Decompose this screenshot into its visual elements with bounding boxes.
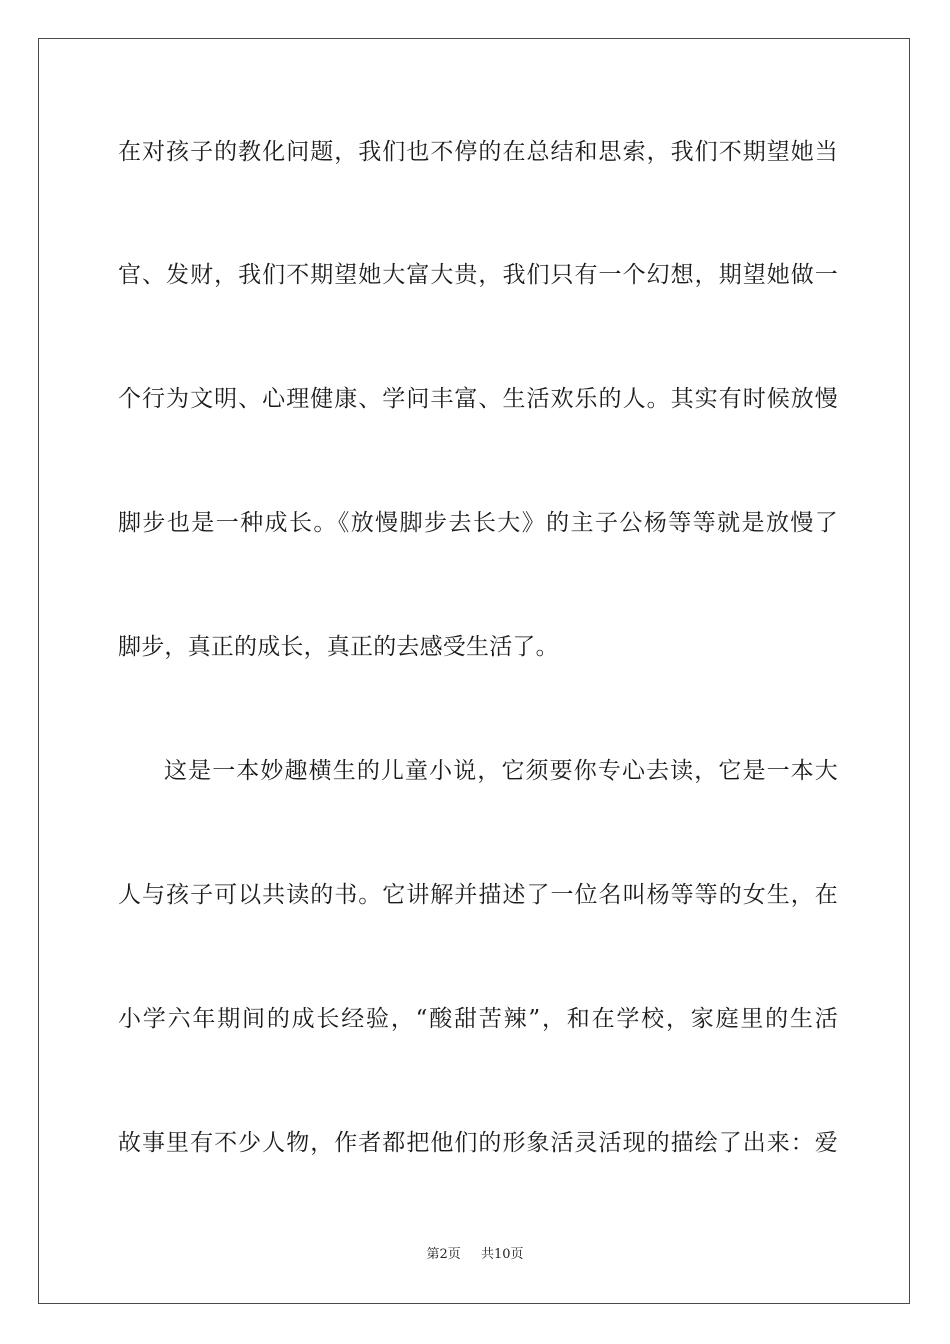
paragraph-line: 小学六年期间的成长经验，“酸甜苦辣”，和在学校，家庭里的生活 xyxy=(118,1006,838,1032)
paragraph-line: 官、发财，我们不期望她大富大贵，我们只有一个幻想，期望她做一 xyxy=(118,262,838,288)
page-total: 共10页 xyxy=(480,1247,524,1262)
page-border xyxy=(38,38,910,1304)
page-footer xyxy=(0,1247,950,1263)
paragraph-line: 脚步，真正的成长，真正的去感受生活了。 xyxy=(118,634,559,660)
page-number: 第2页 xyxy=(426,1247,461,1262)
paragraph-line: 故事里有不少人物，作者都把他们的形象活灵活现的描绘了出来：爱 xyxy=(118,1130,838,1156)
paragraph-line: 在对孩子的教化问题，我们也不停的在总结和思索，我们不期望她当 xyxy=(118,139,838,165)
paragraph-line: 个行为文明、心理健康、学问丰富、生活欢乐的人。其实有时候放慢 xyxy=(118,386,838,412)
paragraph-line: 脚步也是一种成长。《放慢脚步去长大》的主子公杨等等就是放慢了 xyxy=(118,510,838,536)
paragraph-line-indented: 这是一本妙趣横生的儿童小说，它须要你专心去读，它是一本大 xyxy=(164,758,838,784)
paragraph-line: 人与孩子可以共读的书。它讲解并描述了一位名叫杨等等的女生，在 xyxy=(118,882,838,908)
